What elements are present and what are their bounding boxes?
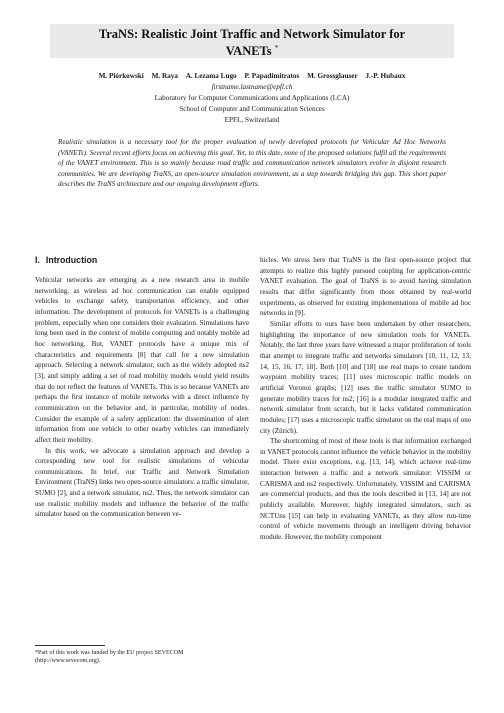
section-title: Introduction bbox=[45, 255, 98, 265]
section-heading bbox=[35, 255, 249, 266]
footnote-divider bbox=[35, 645, 105, 646]
paragraph: The shortcoming of most of these tools is that information exchanged in VANET protocols cannot influence the vehicle behavior in the mobility model. There exist exceptions, e.g. [13, 14], which achieve real-time interaction between a traffic and a network simulator: VISSIM or CARISMA and ns2 respectively. Unfortunately, VISSIM and CARISMA are commercial products, and thus the tools described in [13, 14] are not publicly available. Moreover, highly integrated simulators, such as NCTUns [15] can help in evaluating VANETs, as they allow run-time control of vehicle movements through an intelligent driving behavior module. However, the mobility component bbox=[260, 437, 471, 542]
title-banner bbox=[50, 24, 454, 58]
paper-title-line2-text: VANETs bbox=[225, 44, 272, 59]
author: M. Grossglauser bbox=[307, 72, 358, 80]
paragraph: Similar efforts to ours have been undertaken by other researchers, highlighting the importance of new simulation tools for VANETs. Notably, the last three years have witnessed a major proliferation of tools that attempt to integrate traffic and networks simulators [10, 11, 12, 13, 14, 15, 16, 17, 18]. Both [10] and [18] use real maps to create random waypoint mobility traces; [11] uses microscopic traffic models on artificial Voronoi graphs; [12] uses the traffic simulator SUMO to generate mobility traces for ns2; [16] is a modular integrated traffic and network simulator from scratch, but it lacks validated communication modules; [17] uses a microscopic traffic simulator on the real maps of one city (Zürich). bbox=[260, 319, 471, 435]
paper-title-line2 bbox=[50, 41, 454, 58]
author: A. Lezama Lugo bbox=[185, 72, 237, 80]
footnote: *Part of this work was funded by the EU project SEVECOM (http://www.sevecom.org). bbox=[35, 650, 184, 665]
author-list bbox=[0, 71, 504, 81]
author: M. Piórkowski bbox=[98, 72, 144, 80]
author-email: firstname.lastname@epfl.ch bbox=[211, 83, 293, 91]
right-column bbox=[260, 255, 471, 543]
abstract: Realistic simulation is a necessary tool for the proper evaluation of newly developed protocols for Vehicular Ad Hoc Networks (VANETs). Several recent efforts focus on achieving this goal. Yet, to this date, none of the proposed solutions fulfil all the requirements of the VANET environment. This is so mainly because road traffic and communication network simulators evolve in disjoint research communities. We are developing TraNS, an open-source simulation environment, as a step towards bridging this gap. This short paper describes the TraNS architecture and our ongoing development efforts. bbox=[58, 138, 446, 189]
affiliation-location: EPFL, Switzerland bbox=[224, 116, 280, 124]
author: P. Papadimitratos bbox=[244, 72, 300, 80]
paragraph: hicles. We stress here that TraNS is the first open-source project that attempts to realize this highly pursued coupling for application-centric VANET evaluation. The goal of TraNS is to avoid having simulation results that differ significantly from those obtained by real-world experiments, as observed for existing implementations of mobile ad hoc networks in [9]. bbox=[260, 256, 471, 318]
paper-title-line1: TraNS: Realistic Joint Traffic and Network Simulator for bbox=[98, 27, 406, 41]
affiliation-lab: Laboratory for Computer Communications and Applications (LCA) bbox=[154, 94, 350, 102]
affiliation-school: School of Computer and Communication Sciences bbox=[179, 105, 325, 113]
paragraph: In this work, we advocate a simulation approach and develop a corresponding new tool for realistic simulations of vehicular communications. In brief, our Traffic and Network Simulation Environment (TraNS) links two open-source simulators: a traffic simulator, SUMO [2], and a network simulator, ns2. Thus, the network simulator can use realistic mobility models and influence the behavior of the traffic simulator based on the communication between ve- bbox=[35, 446, 249, 519]
author: M. Raya bbox=[151, 72, 178, 80]
section-number: I. bbox=[35, 255, 40, 265]
paragraph: Vehicular networks are emerging as a new research area in mobile networking, as wireless ad hoc communication can enable equipped vehicles to exchange safety, transportation efficiency, and other information. The development of protocols for VANETs is a challenging problem, especially when one considers their evaluation. Simulations have long been used in the context of mobile computing and notably mobile ad hoc networking. But, VANET protocols have a unique mix of characteristics and requirements [8] that call for a new simulation approach. Selecting a network simulator, such as the widely adopted ns2 [3], and simply adding a set of road mobility models would yield results that do not reflect the features of VANETs. This is so because VANETs are perhaps the first instance of mobile networks with a direct influence by communication on the behavior and, in particular, mobility of nodes. Consider the example of a safety application: the dissemination of alert information from one vehicle to other nearby vehicles can immediately affect their mobility. bbox=[35, 276, 249, 444]
title-footnote-marker: * bbox=[274, 44, 279, 52]
left-column bbox=[35, 255, 249, 520]
author: J.-P. Hubaux bbox=[365, 72, 406, 80]
